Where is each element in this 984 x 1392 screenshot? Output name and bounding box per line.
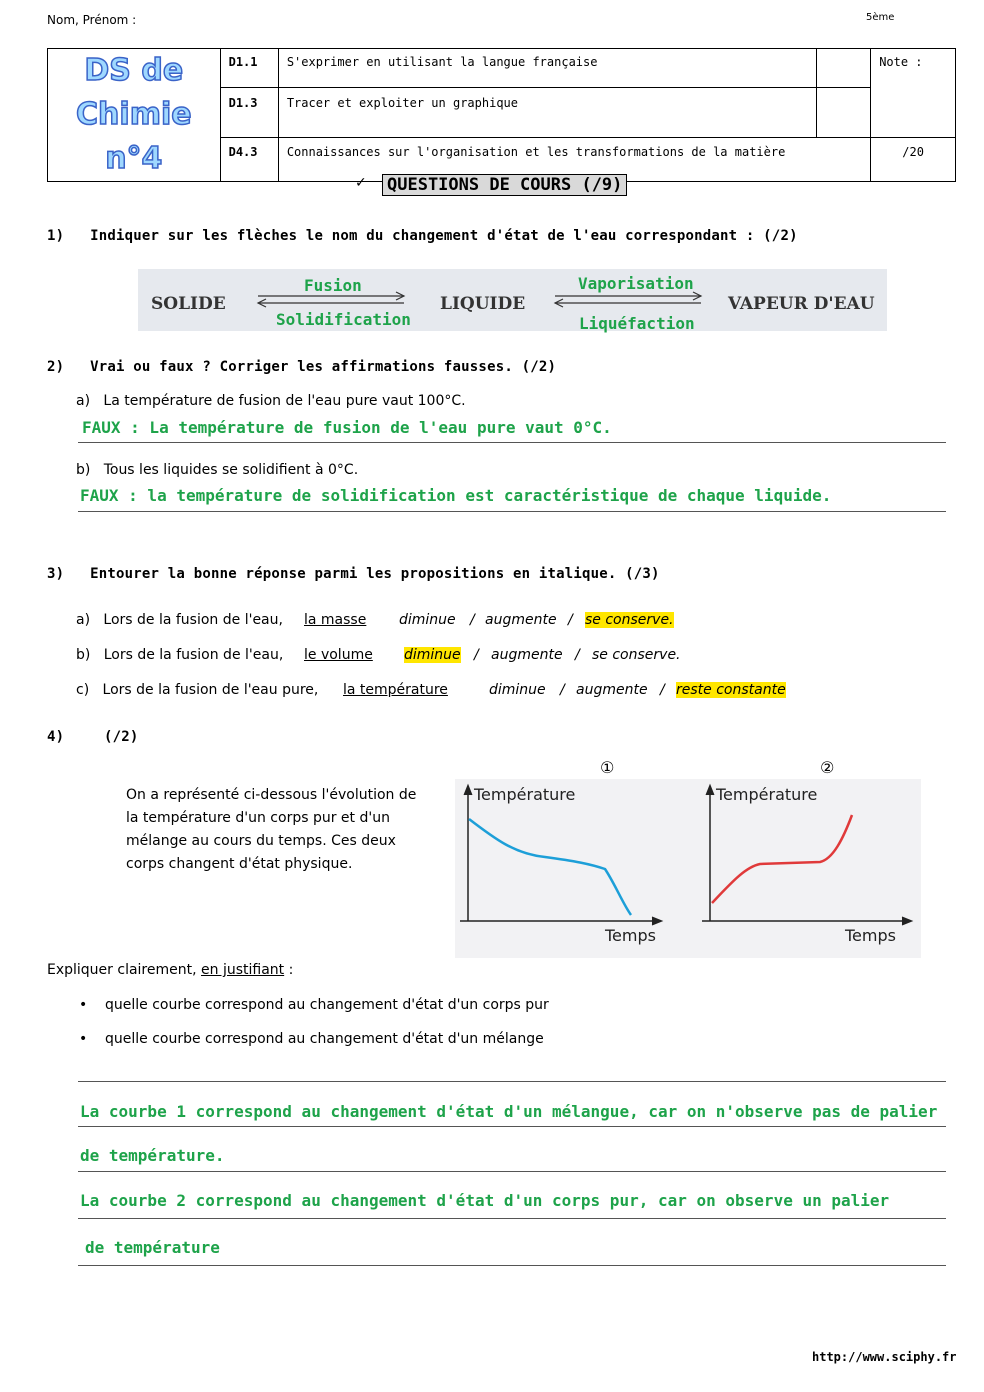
graph2-x-label: Temps xyxy=(845,926,896,945)
bullet-icon: • xyxy=(79,997,88,1013)
answer-line xyxy=(78,1218,946,1219)
q3c-answer: reste constante xyxy=(676,682,786,698)
q3b-prefix: b) Lors de la fusion de l'eau, xyxy=(76,647,284,663)
q3a-answer: se conserve. xyxy=(585,612,674,628)
answer-line xyxy=(78,442,946,443)
logo: DS de Chimie n°4 xyxy=(48,49,221,182)
check-icon: ✓ xyxy=(355,175,367,191)
answer-line xyxy=(78,1126,946,1127)
q4-answer-2: La courbe 2 correspond au changement d'état d'un corps pur, car on observe un palier xyxy=(80,1191,890,1210)
explain-line: Expliquer clairement, en justifiant : xyxy=(47,962,294,978)
answer-line xyxy=(78,1171,946,1172)
graph2-x-arrow xyxy=(902,917,912,925)
q3a-prefix: a) Lors de la fusion de l'eau, xyxy=(76,612,283,628)
answer-line xyxy=(78,511,946,512)
arrow-liquid-vapor xyxy=(553,291,705,309)
graph1-number: ① xyxy=(600,758,615,777)
q2a-answer: FAUX : La température de fusion de l'eau pure vaut 0°C. xyxy=(82,418,612,437)
graph1-y-arrow xyxy=(464,785,472,795)
graph1-y-label: Température xyxy=(474,785,576,804)
graph2-y-arrow xyxy=(706,785,714,795)
graph2-curve xyxy=(712,815,852,903)
q3b-subject: le volume xyxy=(304,647,373,663)
q4-answer-2b: de température xyxy=(85,1238,220,1257)
q2b-text: b) Tous les liquides se solidifient à 0°C. xyxy=(76,462,359,478)
q2b-answer: FAUX : la température de solidification est caractéristique de chaque liquide. xyxy=(80,486,832,505)
q4-answer-1b: de température. xyxy=(80,1146,225,1165)
q4-answer-1: La courbe 1 correspond au changement d'état d'un mélangue, car on n'observe pas de palier xyxy=(80,1102,938,1121)
bullet-2: quelle courbe correspond au changement d'état d'un mélange xyxy=(105,1031,544,1047)
answer-line xyxy=(78,1081,946,1082)
bullet-icon: • xyxy=(79,1031,88,1047)
temperature-graphs xyxy=(455,779,921,958)
graph1-x-label: Temps xyxy=(605,926,656,945)
state-diagram: SOLIDE LIQUIDE VAPEUR D'EAU Fusion Solidification Vaporisation Liquéfaction xyxy=(138,269,887,331)
graph2-number: ② xyxy=(820,758,835,777)
q3c-subject: la température xyxy=(343,682,448,698)
q1-title: 1) Indiquer sur les flèches le nom du changement d'état de l'eau correspondant : (/2) xyxy=(47,228,798,244)
class-label: 5ème xyxy=(866,12,895,23)
q3b-answer: diminue xyxy=(404,647,461,663)
q3a-subject: la masse xyxy=(304,612,367,628)
q4-number: 4) xyxy=(47,729,65,745)
answer-line xyxy=(78,1265,946,1266)
q3-title: 3) Entourer la bonne réponse parmi les propositions en italique. (/3) xyxy=(47,566,660,582)
footer-url: http://www.sciphy.fr xyxy=(812,1350,957,1364)
bullet-1: quelle courbe correspond au changement d'état d'un corps pur xyxy=(105,997,549,1013)
section-title: QUESTIONS DE COURS (/9) xyxy=(382,174,627,196)
note-label: Note : xyxy=(871,49,956,138)
graph1-x-arrow xyxy=(652,917,662,925)
competence-table: DS de Chimie n°4 D1.1 S'exprimer en utilisant la langue française Note : D1.3 Tracer et exploiter un graphique D4.3 Connaissances sur l'organisation et les transformations de la matière /20 xyxy=(47,48,956,182)
graph2-y-label: Température xyxy=(716,785,818,804)
q4-intro: On a représenté ci-dessous l'évolution de la température d'un corps pur et d'un mélange au cours du temps. Ces deux corps changent d'état physique. xyxy=(126,787,417,872)
q2-title: 2) Vrai ou faux ? Corriger les affirmations fausses. (/2) xyxy=(47,359,557,375)
q2a-text: a) La température de fusion de l'eau pure vaut 100°C. xyxy=(76,393,466,409)
name-label: Nom, Prénom : xyxy=(47,13,137,27)
q4-points: (/2) xyxy=(104,729,139,745)
graph1-curve xyxy=(469,819,631,915)
q3c-prefix: c) Lors de la fusion de l'eau pure, xyxy=(76,682,319,698)
note-total: /20 xyxy=(871,137,956,181)
